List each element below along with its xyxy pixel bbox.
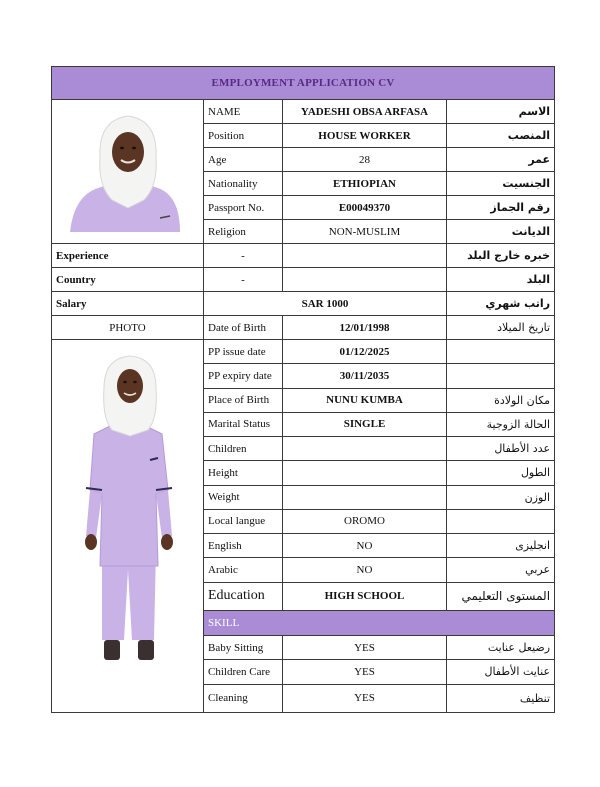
pp-expiry-label: PP expiry date: [204, 364, 283, 388]
height-arabic: الطول: [447, 461, 555, 485]
pp-issue-value: 01/12/2025: [283, 340, 447, 364]
dob-value: 12/01/1998: [283, 316, 447, 340]
position-label: Position: [204, 124, 283, 148]
children-care-arabic: عنايت الأطفال: [447, 660, 555, 684]
fullbody-photo: [52, 340, 204, 712]
local-language-value: OROMO: [283, 509, 447, 533]
skill-header: SKILL: [204, 610, 555, 635]
local-language-label: Local langue: [204, 509, 283, 533]
english-arabic: انجليزى: [447, 534, 555, 558]
religion-value: NON-MUSLIM: [283, 220, 447, 244]
experience-label: Experience: [52, 244, 204, 268]
children-arabic: عدد الأطفال: [447, 437, 555, 461]
fullbody-photo-cell: [52, 340, 204, 713]
education-arabic: المستوى التعليمي: [447, 582, 555, 610]
photo-label: PHOTO: [52, 316, 204, 340]
height-label: Height: [204, 461, 283, 485]
place-of-birth-value: NUNU KUMBA: [283, 388, 447, 412]
baby-sitting-arabic: رضيعل عنايت: [447, 636, 555, 660]
country-empty: [283, 268, 447, 292]
age-value: 28: [283, 148, 447, 172]
cleaning-arabic: تنظيف: [447, 684, 555, 712]
name-label: NAME: [204, 100, 283, 124]
children-value: [283, 437, 447, 461]
cv-sheet: [51, 66, 554, 713]
marital-arabic: الحالة الزوجية: [447, 412, 555, 436]
english-value: NO: [283, 534, 447, 558]
place-of-birth-arabic: مكان الولادة: [447, 388, 555, 412]
country-arabic: البلد: [447, 268, 555, 292]
cleaning-value: YES: [283, 684, 447, 712]
experience-empty: [283, 244, 447, 268]
dob-arabic: تاريخ الميلاد: [447, 316, 555, 340]
age-label: Age: [204, 148, 283, 172]
arabic-language-label: Arabic: [204, 558, 283, 582]
place-of-birth-label: Place of Birth: [204, 388, 283, 412]
pp-issue-label: PP issue date: [204, 340, 283, 364]
pp-expiry-arabic: [447, 364, 555, 388]
headshot-photo-cell: [52, 100, 204, 244]
nationality-arabic: الجنسيت: [447, 172, 555, 196]
children-label: Children: [204, 437, 283, 461]
field-row-country: [52, 268, 555, 292]
nationality-label: Nationality: [204, 172, 283, 196]
dob-label: Date of Birth: [204, 316, 283, 340]
english-label: English: [204, 534, 283, 558]
position-value: HOUSE WORKER: [283, 124, 447, 148]
education-value: HIGH SCHOOL: [283, 582, 447, 610]
cv-table: [51, 66, 555, 713]
cleaning-label: Cleaning: [204, 684, 283, 712]
country-value: -: [204, 268, 283, 292]
education-label: Education: [204, 582, 283, 610]
marital-value: SINGLE: [283, 412, 447, 436]
salary-value: SAR 1000: [204, 292, 447, 316]
height-value: [283, 461, 447, 485]
position-arabic: المنصب: [447, 124, 555, 148]
field-row-pp-issue: [52, 340, 555, 364]
baby-sitting-label: Baby Sitting: [204, 636, 283, 660]
experience-value: -: [204, 244, 283, 268]
headshot-photo: [52, 100, 204, 243]
passport-value: E00049370: [283, 196, 447, 220]
passport-label: Passport No.: [204, 196, 283, 220]
weight-label: Weight: [204, 485, 283, 509]
children-care-value: YES: [283, 660, 447, 684]
children-care-label: Children Care: [204, 660, 283, 684]
title-row: [52, 67, 555, 100]
field-row-salary: [52, 292, 555, 316]
field-row-dob: [52, 316, 555, 340]
nationality-value: ETHIOPIAN: [283, 172, 447, 196]
age-arabic: عمر: [447, 148, 555, 172]
form-title: EMPLOYMENT APPLICATION CV: [52, 67, 555, 100]
pp-issue-arabic: [447, 340, 555, 364]
salary-arabic: راتب شهري: [447, 292, 555, 316]
field-row-name: [52, 100, 555, 124]
pp-expiry-value: 30/11/2035: [283, 364, 447, 388]
field-row-experience: [52, 244, 555, 268]
arabic-language-value: NO: [283, 558, 447, 582]
name-arabic: الاسم: [447, 100, 555, 124]
baby-sitting-value: YES: [283, 636, 447, 660]
name-value: YADESHI OBSA ARFASA: [283, 100, 447, 124]
country-label: Country: [52, 268, 204, 292]
weight-arabic: الوزن: [447, 485, 555, 509]
salary-label: Salary: [52, 292, 204, 316]
passport-arabic: رقم الجماز: [447, 196, 555, 220]
religion-label: Religion: [204, 220, 283, 244]
experience-arabic: خبره خارج البلد: [447, 244, 555, 268]
weight-value: [283, 485, 447, 509]
local-language-arabic: [447, 509, 555, 533]
marital-label: Marital Status: [204, 412, 283, 436]
religion-arabic: الديانت: [447, 220, 555, 244]
arabic-language-arabic: عربي: [447, 558, 555, 582]
